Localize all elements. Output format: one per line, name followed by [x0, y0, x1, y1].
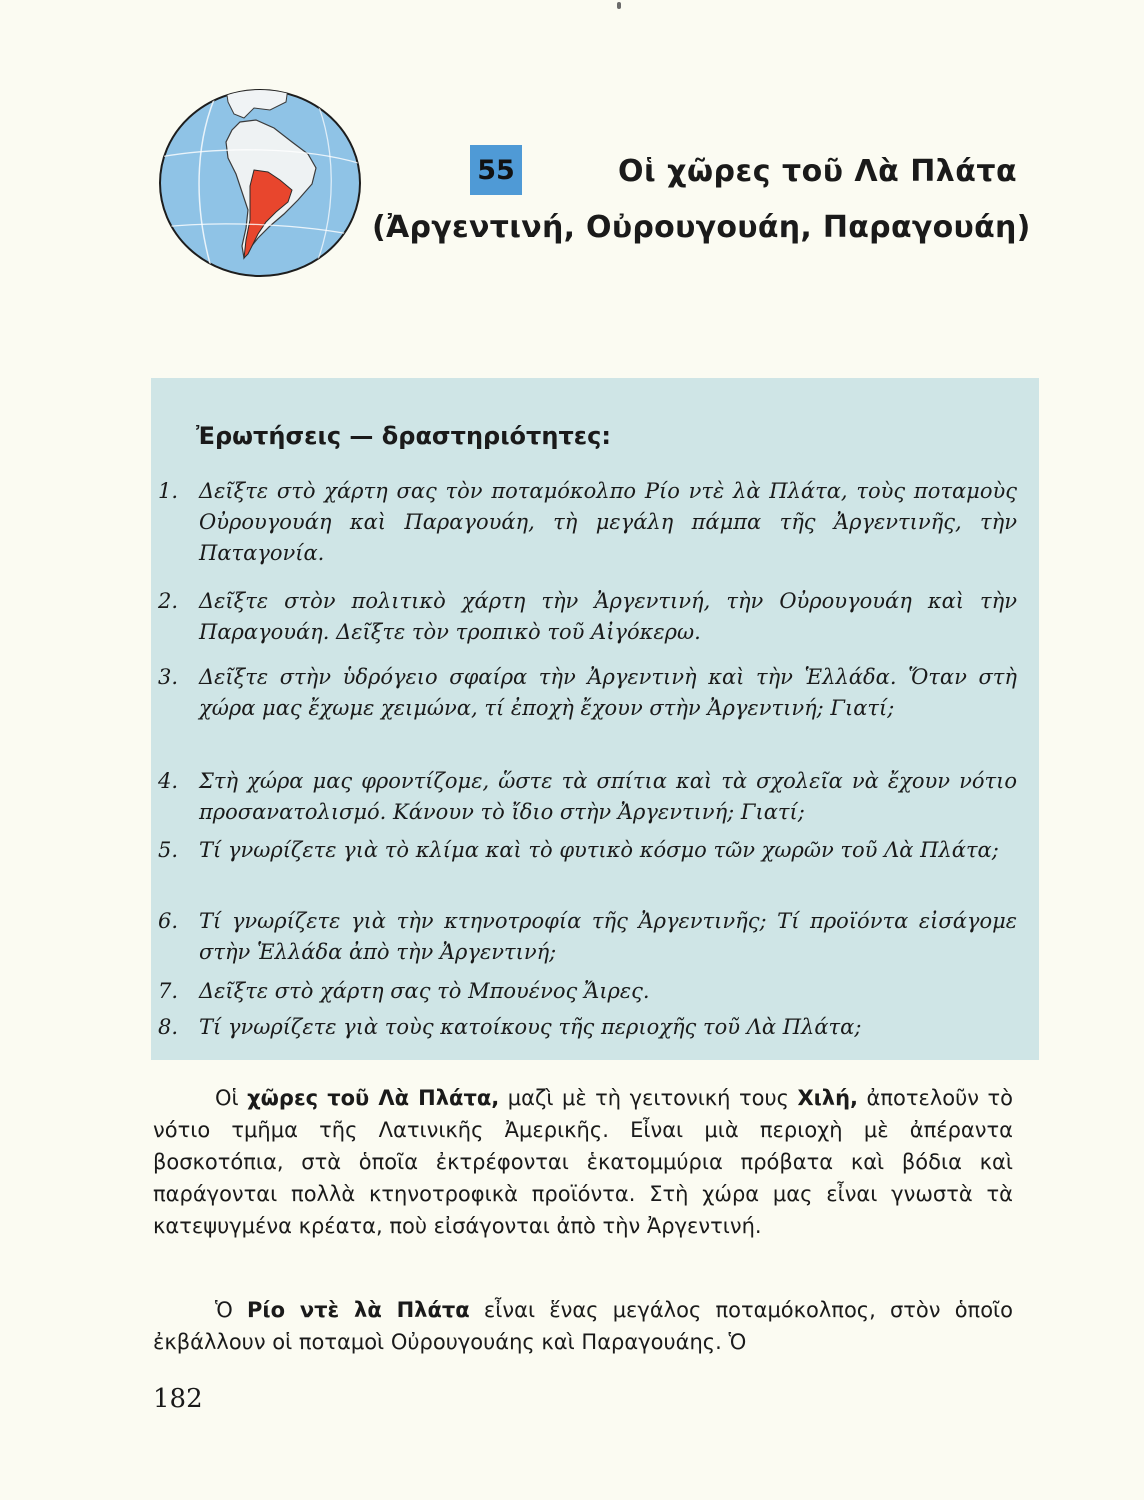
chapter-subtitle: (Ἀργεντινή, Οὐρουγουάη, Παραγουάη): [372, 210, 1031, 245]
body-paragraph: [153, 1294, 1013, 1358]
question-text: Τί γνωρίζετε γιὰ τὴν κτηνοτροφία τῆς Ἀργεντινῆς; Τί προϊόντα εἰσάγομε στὴν Ἑλλάδα ἀπὸ τὴν Ἀργεντινή;: [199, 909, 1017, 964]
question-number: 2.: [158, 589, 179, 613]
body-text: μαζὶ μὲ τὴ γειτονική τους: [499, 1086, 798, 1110]
print-speck: [617, 2, 621, 9]
body-bold-term: χῶρες τοῦ Λὰ Πλάτα,: [247, 1086, 500, 1110]
body-text: εἶναι ἕνας μεγάλος ποταμόκολπος, στὸν ὁποῖο ἐκβάλλουν οἱ ποταμοὶ Οὐρουγουάης καὶ Παραγουάης. Ὁ: [153, 1298, 1013, 1354]
body-text: Ὁ: [215, 1298, 248, 1322]
question-number: 3.: [158, 665, 179, 689]
body-text: Οἱ: [215, 1086, 248, 1110]
question-text: Δεῖξτε στὸν πολιτικὸ χάρτη τὴν Ἀργεντινή, τὴν Οὐρουγουάη καὶ τὴν Παραγουάη. Δεῖξτε τὸν τροπικὸ τοῦ Αἰγόκερω.: [199, 589, 1017, 644]
question-number: 8.: [158, 1015, 179, 1039]
question-number: 5.: [158, 838, 179, 862]
body-bold-term: Ρίο ντὲ λὰ Πλάτα: [247, 1298, 470, 1322]
question-number: 6.: [158, 909, 179, 933]
question-text: Τί γνωρίζετε γιὰ τοὺς κατοίκους τῆς περιοχῆς τοῦ Λὰ Πλάτα;: [199, 1015, 862, 1039]
body-text: ἀποτελοῦν τὸ νότιο τμῆμα τῆς Λατινικῆς Ἀμερικῆς. Εἶναι μιὰ περιοχὴ μὲ ἀπέραντα βοσκοτόπια, στὰ ὁποῖα ἐκτρέφονται ἑκατομμύρια πρόβατα καὶ βόδια καὶ παράγονται πολλὰ κτηνοτροφικὰ προϊόντα. Στὴ χώρα μας εἶναι γνωστὰ τὰ κατεψυγμένα κρέατα, ποὺ εἰσάγονται ἀπὸ τὴν Ἀργεντινή.: [153, 1086, 1013, 1238]
questions-heading: Ἐρωτήσεις — δραστηριότητες:: [196, 422, 611, 450]
chapter-title: Οἱ χῶρες τοῦ Λὰ Πλάτα: [618, 154, 1018, 189]
body-paragraph: [153, 1082, 1013, 1242]
body-bold-term: Χιλή,: [797, 1086, 859, 1110]
question-text: Δεῖξτε στὸ χάρτη σας τὸν ποταμόκολπο Ρίο ντὲ λὰ Πλάτα, τοὺς ποταμοὺς Οὐρουγουάη καὶ Παραγουάη, τὴ μεγάλη πάμπα τῆς Ἀργεντινῆς, τὴν Παταγονία.: [199, 479, 1017, 565]
question-text: Δεῖξτε στὴν ὑδρόγειο σφαίρα τὴν Ἀργεντινὴ καὶ τὴν Ἑλλάδα. Ὅταν στὴ χώρα μας ἔχωμε χειμώνα, τί ἐποχὴ ἔχουν στὴν Ἀργεντινή; Γιατί;: [199, 665, 1017, 720]
question-number: 1.: [158, 479, 179, 503]
question-text: Στὴ χώρα μας φροντίζομε, ὥστε τὰ σπίτια καὶ τὰ σχολεῖα νὰ ἔχουν νότιο προσανατολισμό. Κάνουν τὸ ἴδιο στὴν Ἀργεντινή; Γιατί;: [199, 769, 1017, 824]
question-text: Δεῖξτε στὸ χάρτη σας τὸ Μπουένος Ἄιρες.: [199, 979, 650, 1003]
question-number: 4.: [158, 769, 179, 793]
globe-south-america-illustration: [158, 88, 362, 278]
question-number: 7.: [158, 979, 179, 1003]
page-number: 182: [153, 1384, 203, 1414]
question-text: Τί γνωρίζετε γιὰ τὸ κλίμα καὶ τὸ φυτικὸ κόσμο τῶν χωρῶν τοῦ Λὰ Πλάτα;: [199, 838, 999, 862]
chapter-number-badge: 55: [470, 145, 522, 195]
